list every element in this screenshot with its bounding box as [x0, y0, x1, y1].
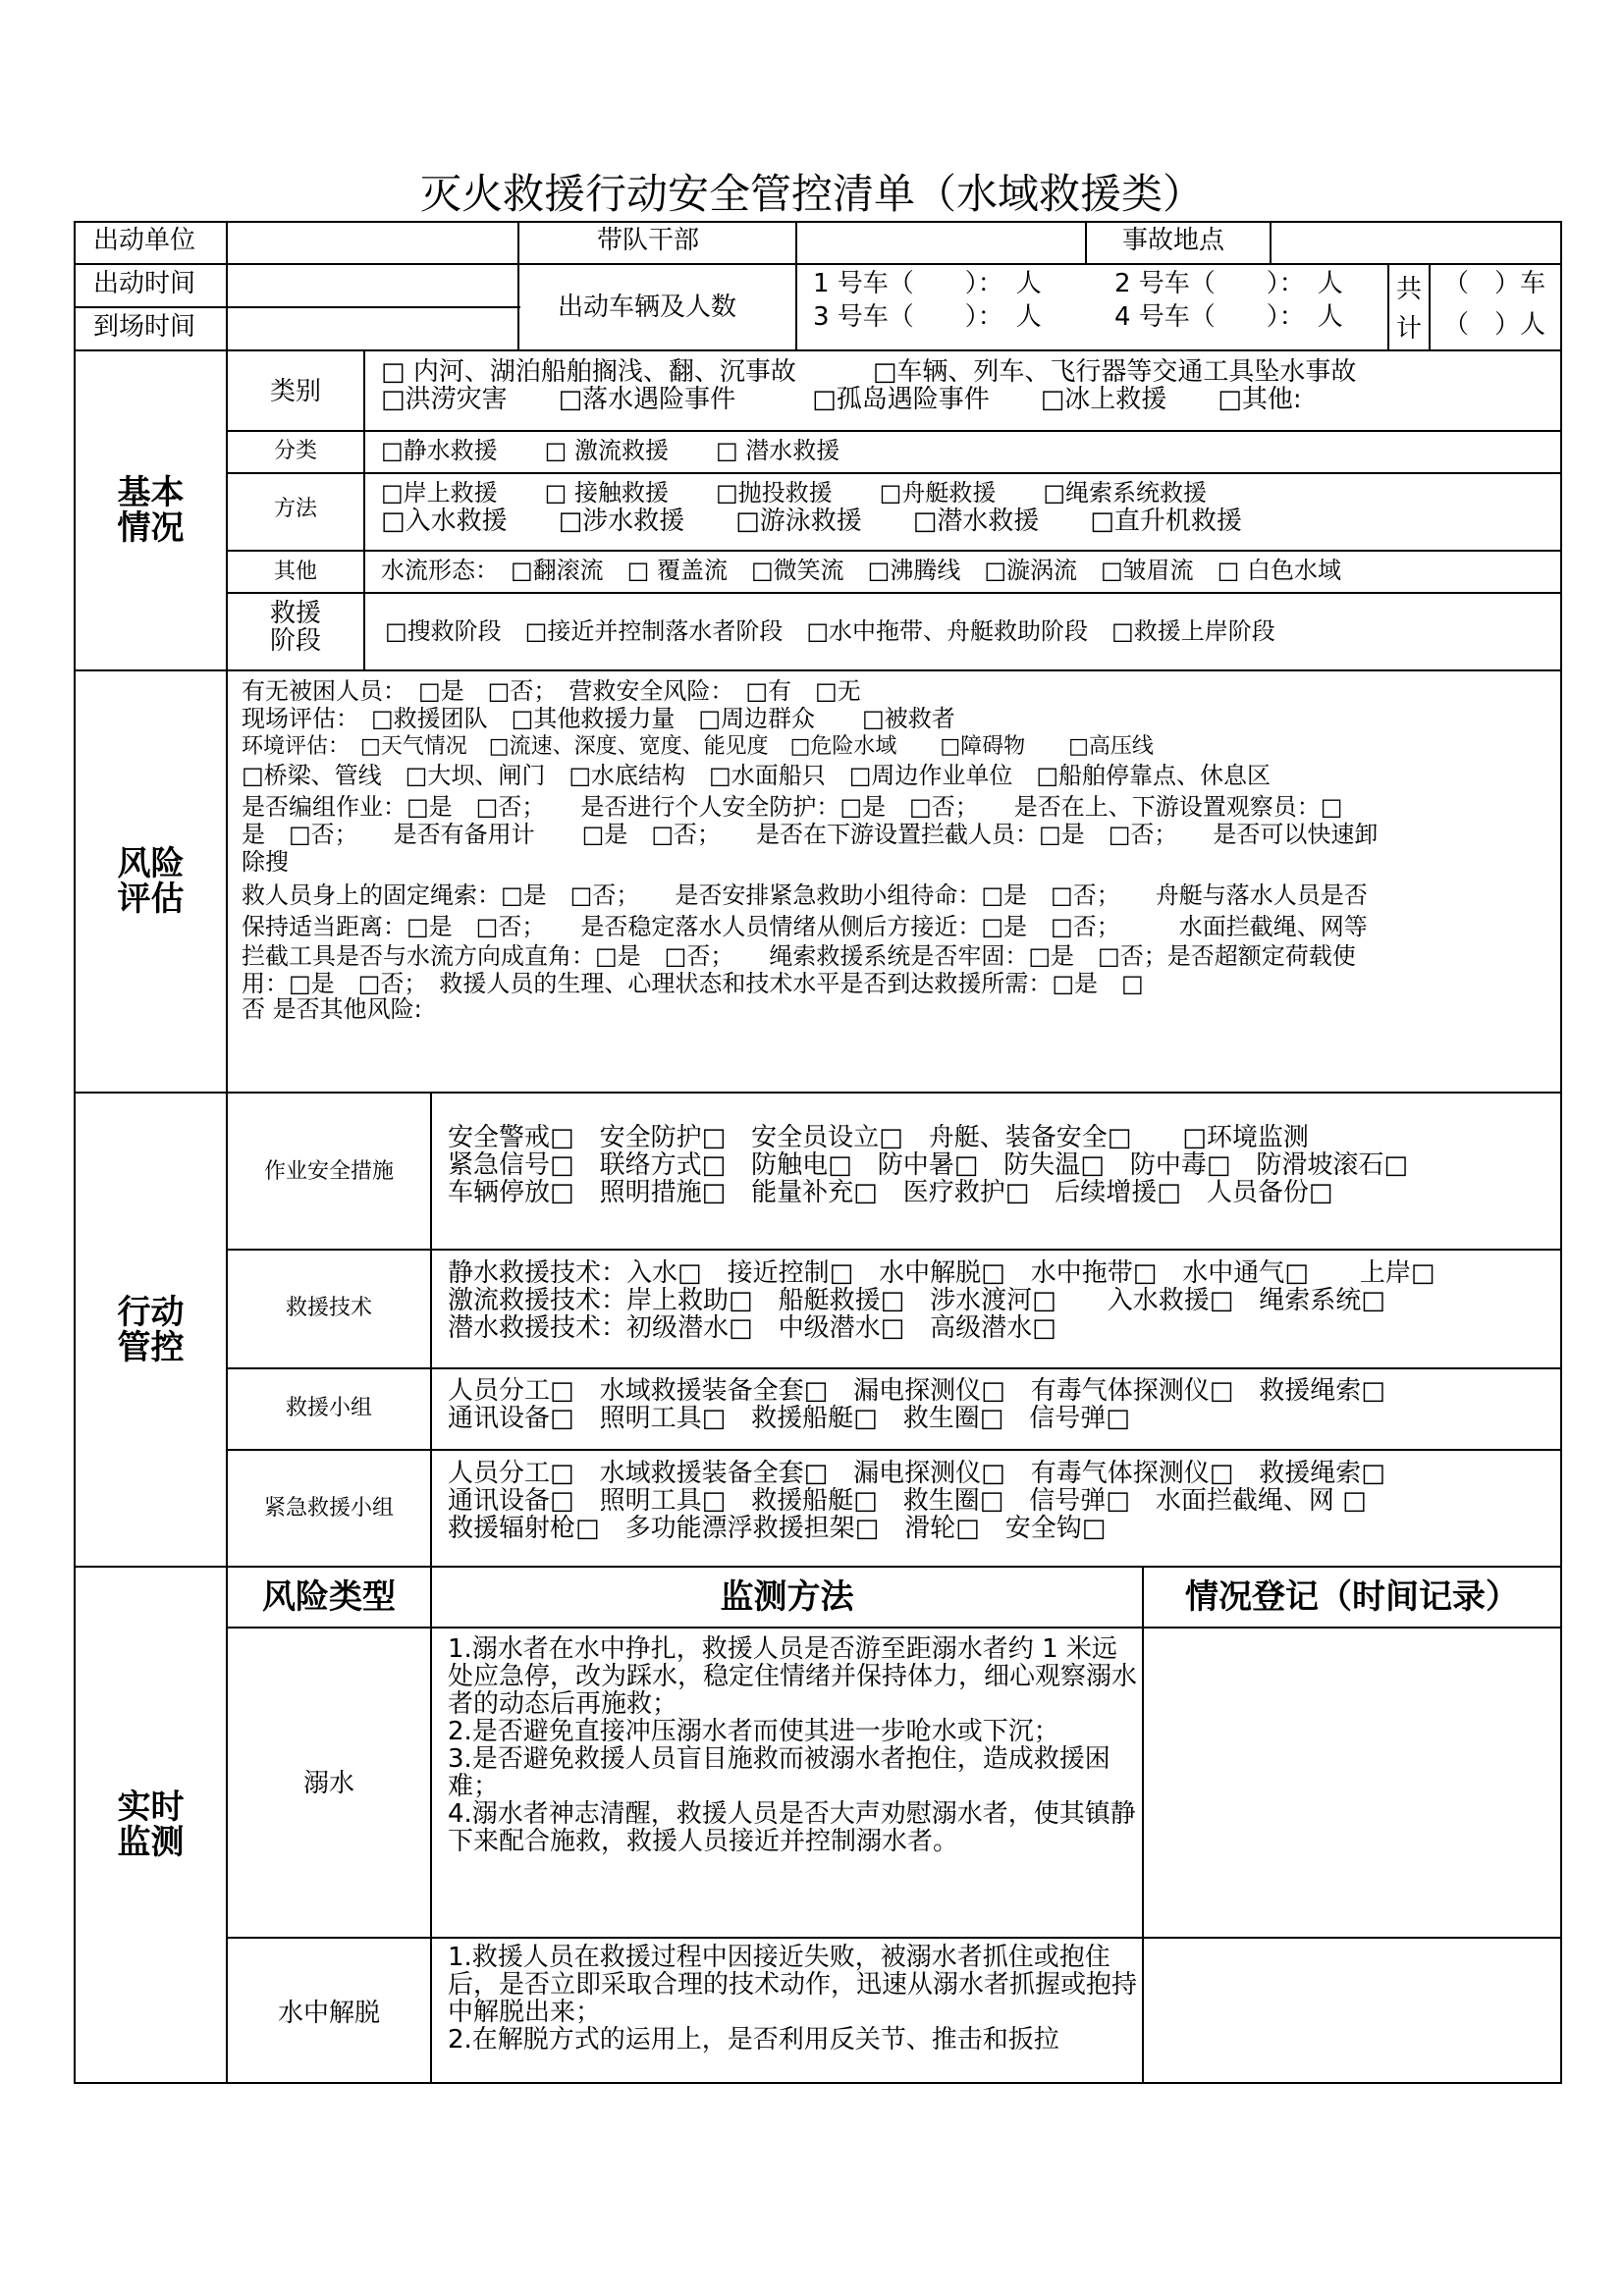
- section-basic: 基本情况: [117, 473, 185, 548]
- risk-type-drowning: 溺水: [302, 1769, 354, 1798]
- unit-label: 出动单位: [93, 226, 196, 255]
- control-line: 通讯设备□ 照明工具□ 救援船艇□ 救生圈□ 信号弹□ 水面拦截绳、网 □: [448, 1486, 1367, 1516]
- location-label: 事故地点: [1122, 226, 1225, 255]
- control-line: 人员分工□ 水域救援装备全套□ 漏电探测仪□ 有毒气体探测仪□ 救援绳索□: [448, 1459, 1385, 1488]
- control-label-technique: 救援技术: [285, 1296, 372, 1320]
- risk-line: 是否编组作业：□是 □否； 是否进行个人安全防护：□是 □否； 是否在上、下游设置观察员：□: [242, 793, 1343, 821]
- car4-count: 4 号车（ ）： 人: [1114, 302, 1343, 332]
- control-label-safety: 作业安全措施: [263, 1159, 394, 1184]
- control-line: 潜水救援技术：初级潜水□ 中级潜水□ 高级潜水□: [448, 1313, 1056, 1343]
- total-people: （ ）人: [1443, 310, 1546, 340]
- col-record: 情况登记（时间记录）: [1185, 1577, 1519, 1617]
- car3-count: 3 号车（ ）： 人: [813, 302, 1042, 332]
- risk-line: 环境评估： □天气情况 □流速、深度、宽度、能见度 □危险水域 □障碍物 □高压线: [242, 734, 1154, 759]
- class-line: □静水救援 □ 激流救援 □ 潜水救援: [381, 437, 840, 464]
- col-risk-type: 风险类型: [262, 1577, 396, 1617]
- section-risk: 风险评估: [117, 844, 185, 919]
- category-line-2: □洪涝灾害 □落水遇险事件 □孤岛遇险事件 □冰上救援 □其他:: [381, 385, 1302, 414]
- depart-time-label: 出动时间: [93, 269, 196, 298]
- stage-label-2: 阶段: [269, 626, 321, 656]
- leader-label: 带队干部: [597, 226, 700, 255]
- control-label-team: 救援小组: [285, 1396, 372, 1420]
- method-release: 1.救援人员在救援过程中因接近失败，被溺水者抓住或抱住后，是否立即采取合理的技术动作，迅速从溺水者抓握或抱持中解脱出来； 2.在解脱方式的运用上，是否利用反关节、推击和扳拉: [448, 1943, 1138, 2055]
- category-label: 类别: [269, 377, 321, 406]
- control-line: 安全警戒□ 安全防护□ 安全员设立□ 舟艇、装备安全□ □环境监测: [448, 1123, 1309, 1152]
- total-label-2: 计: [1396, 314, 1423, 344]
- control-line: 静水救援技术：入水□ 接近控制□ 水中解脱□ 水中拖带□ 水中通气□ 上岸□: [448, 1258, 1435, 1288]
- section-monitor: 实时监测: [117, 1788, 185, 1862]
- total-cars: （ ）车: [1443, 269, 1546, 298]
- risk-line: 是 □否； 是否有备用计 □是 □否； 是否在下游设置拦截人员：□是 □否； 是否可以快速卸: [242, 821, 1379, 848]
- category-line-1: □ 内河、湖泊船舶搁浅、翻、沉事故 □车辆、列车、飞行器等交通工具坠水事故: [381, 357, 1357, 387]
- car2-count: 2 号车（ ）： 人: [1114, 269, 1343, 298]
- section-control: 行动管控: [117, 1292, 185, 1367]
- control-line: 救援辐射枪□ 多功能漂浮救援担架□ 滑轮□ 安全钩□: [448, 1514, 1107, 1543]
- control-line: 激流救援技术：岸上救助□ 船艇救援□ 涉水渡河□ 入水救援□ 绳索系统□: [448, 1286, 1385, 1315]
- control-line: 紧急信号□ 联络方式□ 防触电□ 防中暑□ 防失温□ 防中毒□ 防滑坡滚石□: [448, 1150, 1408, 1180]
- risk-line: 现场评估： □救援团队 □其他救援力量 □周边群众 □被救者: [242, 705, 955, 732]
- method-label: 方法: [273, 497, 317, 521]
- stage-label-1: 救援: [269, 599, 321, 628]
- other-label: 其他: [273, 560, 317, 584]
- arrive-time-label: 到场时间: [93, 312, 196, 342]
- control-label-emergency: 紧急救援小组: [263, 1496, 394, 1521]
- col-method: 监测方法: [720, 1577, 854, 1617]
- risk-line: 用：□是 □否； 救援人员的生理、心理状态和技术水平是否到达救援所需：□是 □: [242, 970, 1144, 997]
- method-line-1: □岸上救援 □ 接触救援 □抛投救援 □舟艇救援 □绳索系统救援: [381, 479, 1208, 507]
- risk-line: 除搜: [242, 848, 289, 876]
- risk-line: 有无被困人员： □是 □否； 营救安全风险： □有 □无: [242, 677, 861, 705]
- risk-line: 否 是否其他风险:: [242, 995, 422, 1023]
- control-line: 通讯设备□ 照明工具□ 救援船艇□ 救生圈□ 信号弹□: [448, 1404, 1130, 1433]
- page-title: 灭火救援行动安全管控清单（水域救援类）: [419, 170, 1204, 218]
- other-line: 水流形态： □翻滚流 □ 覆盖流 □微笑流 □沸腾线 □漩涡流 □皱眉流 □ 白色水域: [381, 557, 1341, 584]
- risk-line: 保持适当距离：□是 □否； 是否稳定落水人员情绪从侧后方接近：□是 □否； 水面拦截绳、网等: [242, 913, 1368, 940]
- control-line: 车辆停放□ 照明措施□ 能量补充□ 医疗救护□ 后续增援□ 人员备份□: [448, 1178, 1333, 1207]
- method-drowning: 1.溺水者在水中挣扎，救援人员是否游至距溺水者约 1 米远处应急停，改为踩水，稳定住情绪并保持体力，细心观察溺水者的动态后再施救； 2.是否避免直接冲压溺水者而使其进一步呛水或下沉； 3.是否避免救援人员盲目施救而被溺水者抱住，造成救援困难； 4.溺水者神志清醒，救援人员是否大声劝慰溺水者，使其镇静下来配合施救，救援人员接近并控制溺水者。: [448, 1634, 1138, 1856]
- vehicles-label: 出动车辆及人数: [558, 293, 737, 322]
- class-label: 分类: [273, 439, 317, 463]
- stage-line: □搜救阶段 □接近并控制落水者阶段 □水中拖带、舟艇救助阶段 □救援上岸阶段: [385, 617, 1275, 645]
- risk-type-release: 水中解脱: [277, 1999, 380, 2028]
- total-label-1: 共: [1396, 275, 1423, 304]
- risk-line: 救人员身上的固定绳索：□是 □否； 是否安排紧急救助小组待命：□是 □否； 舟艇与落水人员是否: [242, 881, 1368, 909]
- risk-line: □桥梁、管线 □大坝、闸门 □水底结构 □水面船只 □周边作业单位 □船舶停靠点、休息区: [242, 762, 1272, 789]
- method-line-2: □入水救援 □涉水救援 □游泳救援 □潜水救援 □直升机救援: [381, 507, 1242, 536]
- risk-line: 拦截工具是否与水流方向成直角：□是 □否； 绳索救援系统是否牢固：□是 □否；是否超额定荷载使: [242, 942, 1356, 970]
- car1-count: 1 号车（ ）： 人: [813, 269, 1042, 298]
- control-line: 人员分工□ 水域救援装备全套□ 漏电探测仪□ 有毒气体探测仪□ 救援绳索□: [448, 1376, 1385, 1406]
